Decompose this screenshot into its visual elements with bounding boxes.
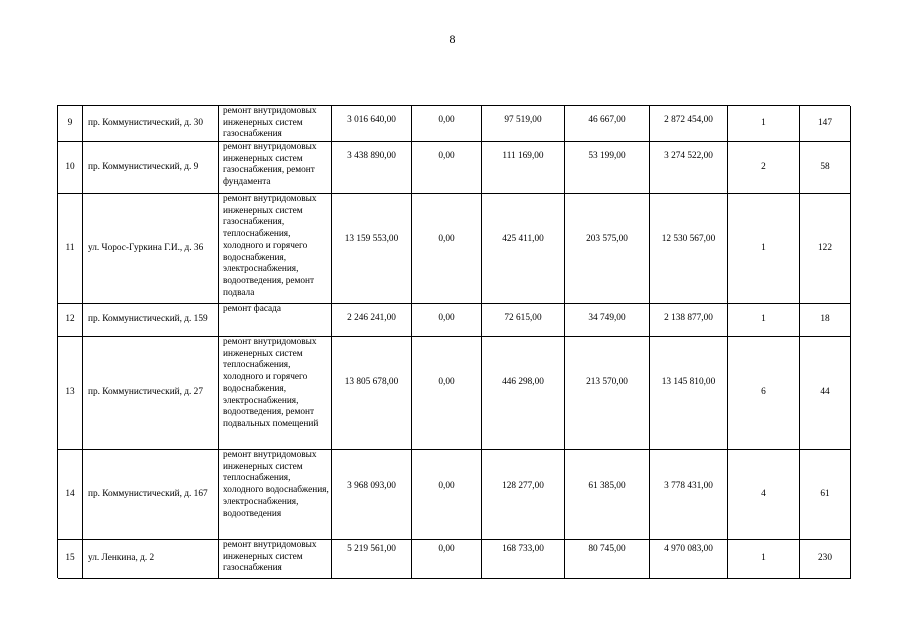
cost-column-2-cell: 0,00: [412, 337, 482, 450]
cost-column-4-cell: 34 749,00: [565, 304, 650, 337]
address-cell: пр. Коммунистический, д. 159: [83, 304, 219, 337]
cost-column-3-cell: 72 615,00: [482, 304, 565, 337]
works-description-cell: ремонт фасада: [219, 304, 332, 337]
address-cell: пр. Коммунистический, д. 27: [83, 337, 219, 450]
count-column-7-cell: 61: [800, 450, 851, 540]
cost-column-4-cell: 213 570,00: [565, 337, 650, 450]
count-column-7-cell: 147: [800, 106, 851, 142]
cost-column-4-cell: 61 385,00: [565, 450, 650, 540]
count-column-6-cell: 1: [728, 194, 800, 304]
count-column-7-cell: 230: [800, 540, 851, 579]
cost-column-5-cell: 3 778 431,00: [650, 450, 728, 540]
cost-column-3-cell: 425 411,00: [482, 194, 565, 304]
cost-column-3-cell: 168 733,00: [482, 540, 565, 579]
row-number-cell: 12: [58, 304, 83, 337]
cost-column-4-cell: 203 575,00: [565, 194, 650, 304]
capital-repair-table: [57, 105, 850, 578]
cost-column-4-cell: 46 667,00: [565, 106, 650, 142]
cost-column-5-cell: 13 145 810,00: [650, 337, 728, 450]
cost-column-5-cell: 12 530 567,00: [650, 194, 728, 304]
works-description-cell: ремонт внутридомовых инженерных систем теплоснабжения, холодного и горячего водоснабжения, электроснабжения, водоотведения, ремонт подвальных помещений: [219, 337, 332, 450]
page-number: 8: [449, 32, 456, 46]
count-column-7-cell: 58: [800, 142, 851, 194]
row-number-cell: 14: [58, 450, 83, 540]
cost-column-3-cell: 97 519,00: [482, 106, 565, 142]
address-cell: ул. Чорос-Гуркина Г.И., д. 36: [83, 194, 219, 304]
count-column-6-cell: 4: [728, 450, 800, 540]
cost-column-5-cell: 2 872 454,00: [650, 106, 728, 142]
cost-column-3-cell: 111 169,00: [482, 142, 565, 194]
cost-column-3-cell: 446 298,00: [482, 337, 565, 450]
total-cost-cell: 3 968 093,00: [332, 450, 412, 540]
cost-column-5-cell: 3 274 522,00: [650, 142, 728, 194]
row-number-cell: 10: [58, 142, 83, 194]
total-cost-cell: 5 219 561,00: [332, 540, 412, 579]
row-number-cell: 13: [58, 337, 83, 450]
address-cell: пр. Коммунистический, д. 9: [83, 142, 219, 194]
total-cost-cell: 3 016 640,00: [332, 106, 412, 142]
works-description-cell: ремонт внутридомовых инженерных систем газоснабжения, теплоснабжения, холодного и горячего водоснабжения, электроснабжения, водоотведения, ремонт подвала: [219, 194, 332, 304]
cost-column-2-cell: 0,00: [412, 142, 482, 194]
cost-column-5-cell: 2 138 877,00: [650, 304, 728, 337]
cost-column-4-cell: 80 745,00: [565, 540, 650, 579]
cost-column-2-cell: 0,00: [412, 106, 482, 142]
total-cost-cell: 13 159 553,00: [332, 194, 412, 304]
total-cost-cell: 2 246 241,00: [332, 304, 412, 337]
works-description-cell: ремонт внутридомовых инженерных систем газоснабжения: [219, 106, 332, 142]
count-column-6-cell: 6: [728, 337, 800, 450]
works-description-cell: ремонт внутридомовых инженерных систем газоснабжения: [219, 540, 332, 579]
row-number-cell: 11: [58, 194, 83, 304]
address-cell: пр. Коммунистический, д. 167: [83, 450, 219, 540]
count-column-6-cell: 1: [728, 304, 800, 337]
total-cost-cell: 13 805 678,00: [332, 337, 412, 450]
address-cell: ул. Ленкина, д. 2: [83, 540, 219, 579]
count-column-7-cell: 122: [800, 194, 851, 304]
works-description-cell: ремонт внутридомовых инженерных систем газоснабжения, ремонт фундамента: [219, 142, 332, 194]
row-number-cell: 9: [58, 106, 83, 142]
cost-column-4-cell: 53 199,00: [565, 142, 650, 194]
row-number-cell: 15: [58, 540, 83, 579]
cost-column-2-cell: 0,00: [412, 540, 482, 579]
count-column-6-cell: 1: [728, 540, 800, 579]
cost-column-2-cell: 0,00: [412, 450, 482, 540]
address-cell: пр. Коммунистический, д. 30: [83, 106, 219, 142]
works-description-cell: ремонт внутридомовых инженерных систем теплоснабжения, холодного водоснабжения, электроснабжения, водоотведения: [219, 450, 332, 540]
count-column-7-cell: 18: [800, 304, 851, 337]
cost-column-2-cell: 0,00: [412, 304, 482, 337]
count-column-7-cell: 44: [800, 337, 851, 450]
cost-column-5-cell: 4 970 083,00: [650, 540, 728, 579]
count-column-6-cell: 1: [728, 106, 800, 142]
total-cost-cell: 3 438 890,00: [332, 142, 412, 194]
cost-column-2-cell: 0,00: [412, 194, 482, 304]
count-column-6-cell: 2: [728, 142, 800, 194]
cost-column-3-cell: 128 277,00: [482, 450, 565, 540]
